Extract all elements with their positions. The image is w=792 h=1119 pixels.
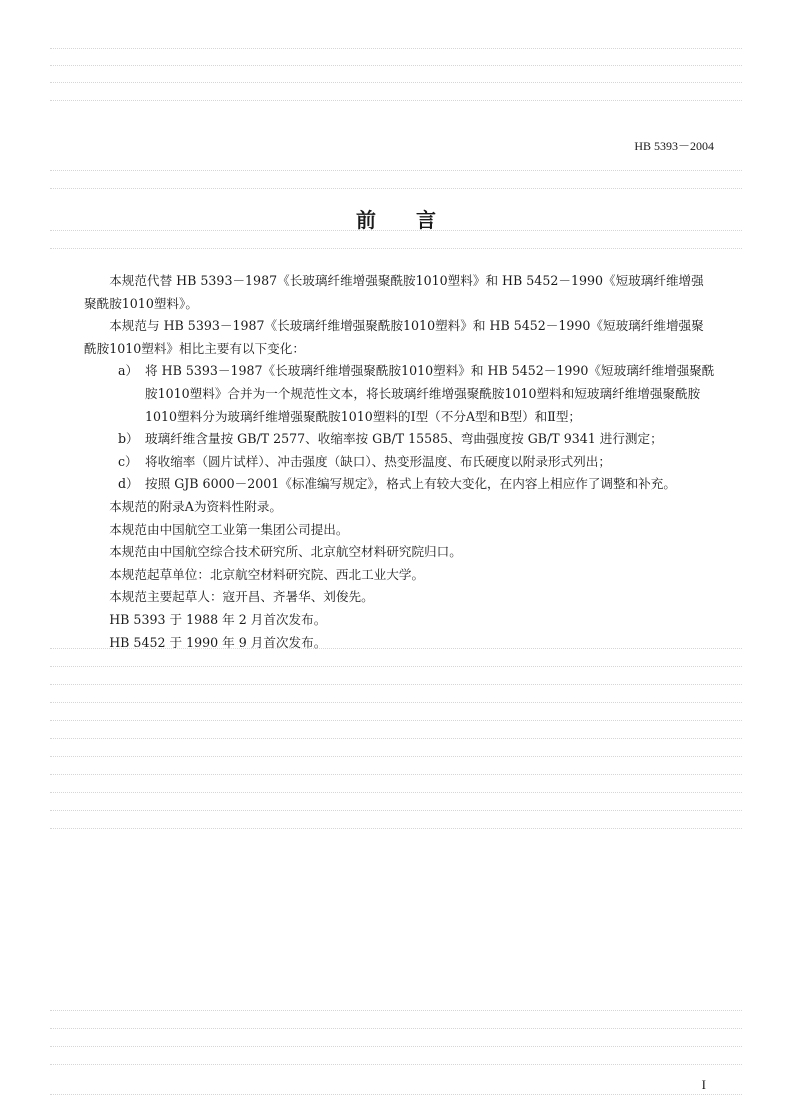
list-marker: b） <box>118 431 139 447</box>
paragraph-proposer: 本规范由中国航空工业第一集团公司提出。 <box>109 521 349 537</box>
list-item-text: 将收缩率（圆片试样）、冲击强度（缺口）、热变形温度、布氏硬度以附录形式列出； <box>145 453 611 469</box>
paragraph-replaces: 本规范代替 HB 5393－1987《长玻璃纤维增强聚酰胺1010塑料》和 HB 5452－1990《短玻璃纤维增强聚酰胺1010塑料》。 <box>84 273 704 311</box>
page-title: 前言 <box>356 208 476 232</box>
page-number: I <box>701 1077 706 1092</box>
list-item-b <box>84 428 716 451</box>
list-item-c <box>84 451 716 474</box>
document-code: HB 5393－2004 <box>634 139 714 153</box>
paragraph-appendix: 本规范的附录A为资料性附录。 <box>109 498 283 514</box>
paragraph-drafters: 本规范主要起草人：寇开昌、齐暑华、刘俊先。 <box>109 589 374 605</box>
foreword-body <box>84 270 716 654</box>
paragraph-changes-intro: 本规范与 HB 5393－1987《长玻璃纤维增强聚酰胺1010塑料》和 HB 5452－1990《短玻璃纤维增强聚酰胺1010塑料》相比主要有以下变化： <box>84 318 704 356</box>
list-item-d <box>84 473 716 496</box>
list-marker: d） <box>118 476 139 492</box>
list-item-a <box>84 360 716 428</box>
paragraph-administrator: 本规范由中国航空综合技术研究所、北京航空材料研究院归口。 <box>109 544 462 560</box>
paragraph-first-release-5393: HB 5393 于 1988 年 2 月首次发布。 <box>109 611 327 627</box>
list-item-text: 按照 GJB 6000－2001《标准编写规定》，格式上有较大变化，在内容上相应作了调整和补充。 <box>145 476 676 492</box>
paragraph-drafting-units: 本规范起草单位：北京航空材料研究院、西北工业大学。 <box>109 566 425 582</box>
list-item-text: 将 HB 5393－1987《长玻璃纤维增强聚酰胺1010塑料》和 HB 5452－1990《短玻璃纤维增强聚酰胺1010塑料》合并为一个规范性文本，将长玻璃纤维增强聚酰胺1010塑料和短玻璃纤维增强聚酰胺1010塑料分为玻璃纤维增强聚酰胺1010塑料的Ⅰ型（不分A型和B型）和Ⅱ型； <box>145 363 715 424</box>
list-marker: a） <box>118 363 139 379</box>
list-item-text: 玻璃纤维含量按 GB/T 2577、收缩率按 GB/T 15585、弯曲强度按 GB/T 9341 进行测定； <box>145 431 663 447</box>
list-marker: c） <box>118 453 138 469</box>
paragraph-first-release-5452: HB 5452 于 1990 年 9 月首次发布。 <box>109 634 327 650</box>
